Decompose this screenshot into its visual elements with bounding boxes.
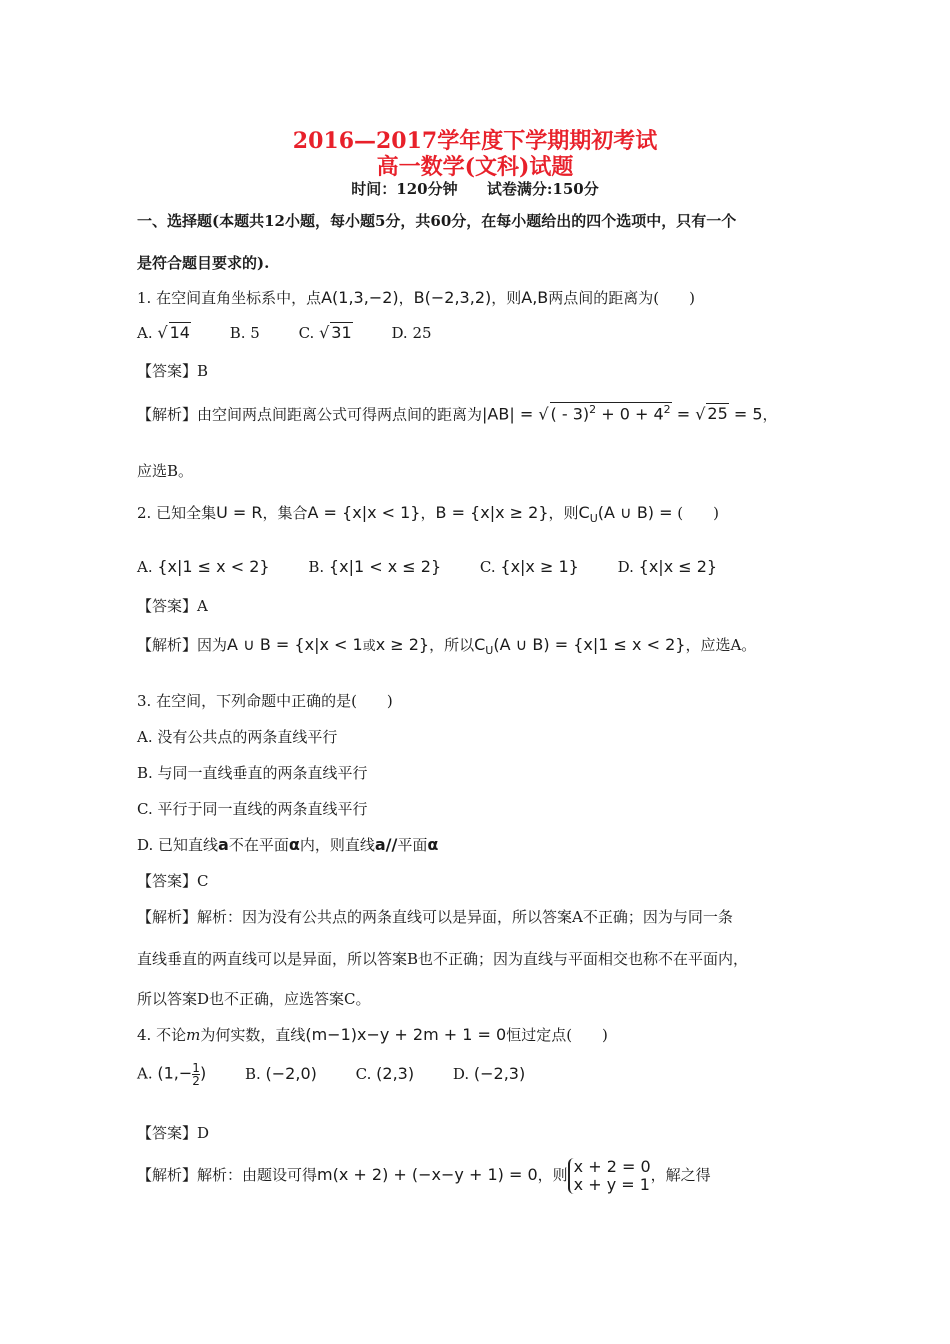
fraction: $\frac{1}{2}$	[192, 1061, 200, 1088]
q3-option-c: C. 平行于同一直线的两条直线平行	[137, 800, 368, 818]
q3-option-b: B. 与同一直线垂直的两条直线平行	[137, 764, 368, 782]
q2-options	[137, 557, 717, 576]
q2-option-c: C. {x|x ≥ 1}	[479, 557, 579, 576]
q4-stem: 4. 不论m为何实数，直线(m−1)x−y + 2m + 1 = 0恒过定点( )	[137, 1025, 608, 1044]
q2-option-b: B. {x|1 < x ≤ 2}	[308, 557, 442, 576]
q3-analysis-line1: 【解析】解析：因为没有公共点的两条直线可以是异面，所以答案A不正确；因为与同一条	[137, 908, 733, 926]
q1-stem: 1. 在空间直角坐标系中，点A(1,3,−2)，B(−2,3,2)，则A,B两点间的距离为( )	[137, 288, 695, 307]
exam-title-line2: 高一数学(文科)试题	[376, 154, 574, 180]
q1-option-a: A. √ 14	[137, 323, 190, 342]
q2-answer: 【答案】A	[137, 597, 208, 615]
section-heading-line1: 一、选择题(本题共12小题，每小题5分，共60分，在每小题给出的四个选项中，只有一个	[137, 212, 737, 230]
q2-option-d: D. {x|x ≤ 2}	[617, 557, 718, 576]
q3-analysis-line2: 直线垂直的两直线可以是异面，所以答案B也不正确；因为直线与平面相交也称不在平面内，	[137, 950, 749, 968]
q1-conclusion: 应选B。	[137, 462, 194, 480]
q3-option-a: A. 没有公共点的两条直线平行	[137, 728, 338, 746]
q4-answer: 【答案】D	[137, 1124, 210, 1142]
q1-answer: 【答案】B	[137, 362, 209, 380]
q3-option-d: D. 已知直线a不在平面α内，则直线a//平面α	[137, 835, 439, 854]
exam-title-line1: 2016—2017学年度下学期期初考试	[292, 128, 658, 154]
exam-info	[0, 178, 950, 199]
sqrt-symbol: √	[319, 323, 330, 342]
sqrt-symbol: √	[695, 404, 706, 424]
q4-option-c: C. (2,3)	[355, 1063, 415, 1083]
q3-stem: 3. 在空间，下列命题中正确的是( )	[137, 692, 393, 710]
q1-analysis: 【解析】由空间两点间距离公式可得两点间的距离为|AB| = √ ( - $3)^2 + 0 + 4^2$ = √ 25 = 5，	[137, 403, 778, 424]
q2-analysis: 【解析】因为A ∪ B = {x|x < 1或x ≥ 2}，所以$C_U(A$ ∪ B) = {x|1 ≤ x < 2}，应选A。	[137, 635, 757, 657]
q4-analysis: 【解析】解析：由题设可得m(x + 2) + (−x−y + 1) = 0，则 x + 2 = 0 x + y = 1 ，解之得	[137, 1157, 711, 1194]
section-heading-line2: 是符合题目要求的).	[137, 254, 270, 272]
q4-option-d: D. (−2,3)	[452, 1063, 526, 1083]
equation-system: x + 2 = 0 x + y = 1	[568, 1158, 651, 1194]
q1-option-c: C. √ 31	[298, 323, 352, 342]
q1-radicand: ( - $3)^2 + 0 + 4^2$	[550, 403, 671, 424]
q1-option-b: B. 5	[229, 324, 260, 342]
q4-options	[137, 1062, 525, 1087]
q4-option-b: B. (−2,0)	[244, 1063, 317, 1083]
exam-score: 试卷满分:150分	[486, 180, 599, 198]
q4-option-a: A. (1,− $\frac{1}{2}$ )	[137, 1061, 207, 1088]
sqrt-symbol: √	[157, 323, 168, 342]
q3-analysis-line3: 所以答案D也不正确，应选答案C。	[137, 990, 371, 1008]
q1-options	[137, 322, 432, 342]
exam-time: 时间：120分钟	[351, 180, 458, 198]
q3-answer: 【答案】C	[137, 872, 209, 890]
q2-stem: 2. 已知全集U = R，集合A = {x|x < 1}，B = {x|x ≥ 2}，则$C_U(A$ ∪ B) = ( )	[137, 503, 720, 525]
q2-option-a: A. {x|1 ≤ x < 2}	[137, 557, 270, 576]
q1-option-d: D. 25	[391, 324, 432, 342]
sqrt-symbol: √	[538, 404, 549, 424]
